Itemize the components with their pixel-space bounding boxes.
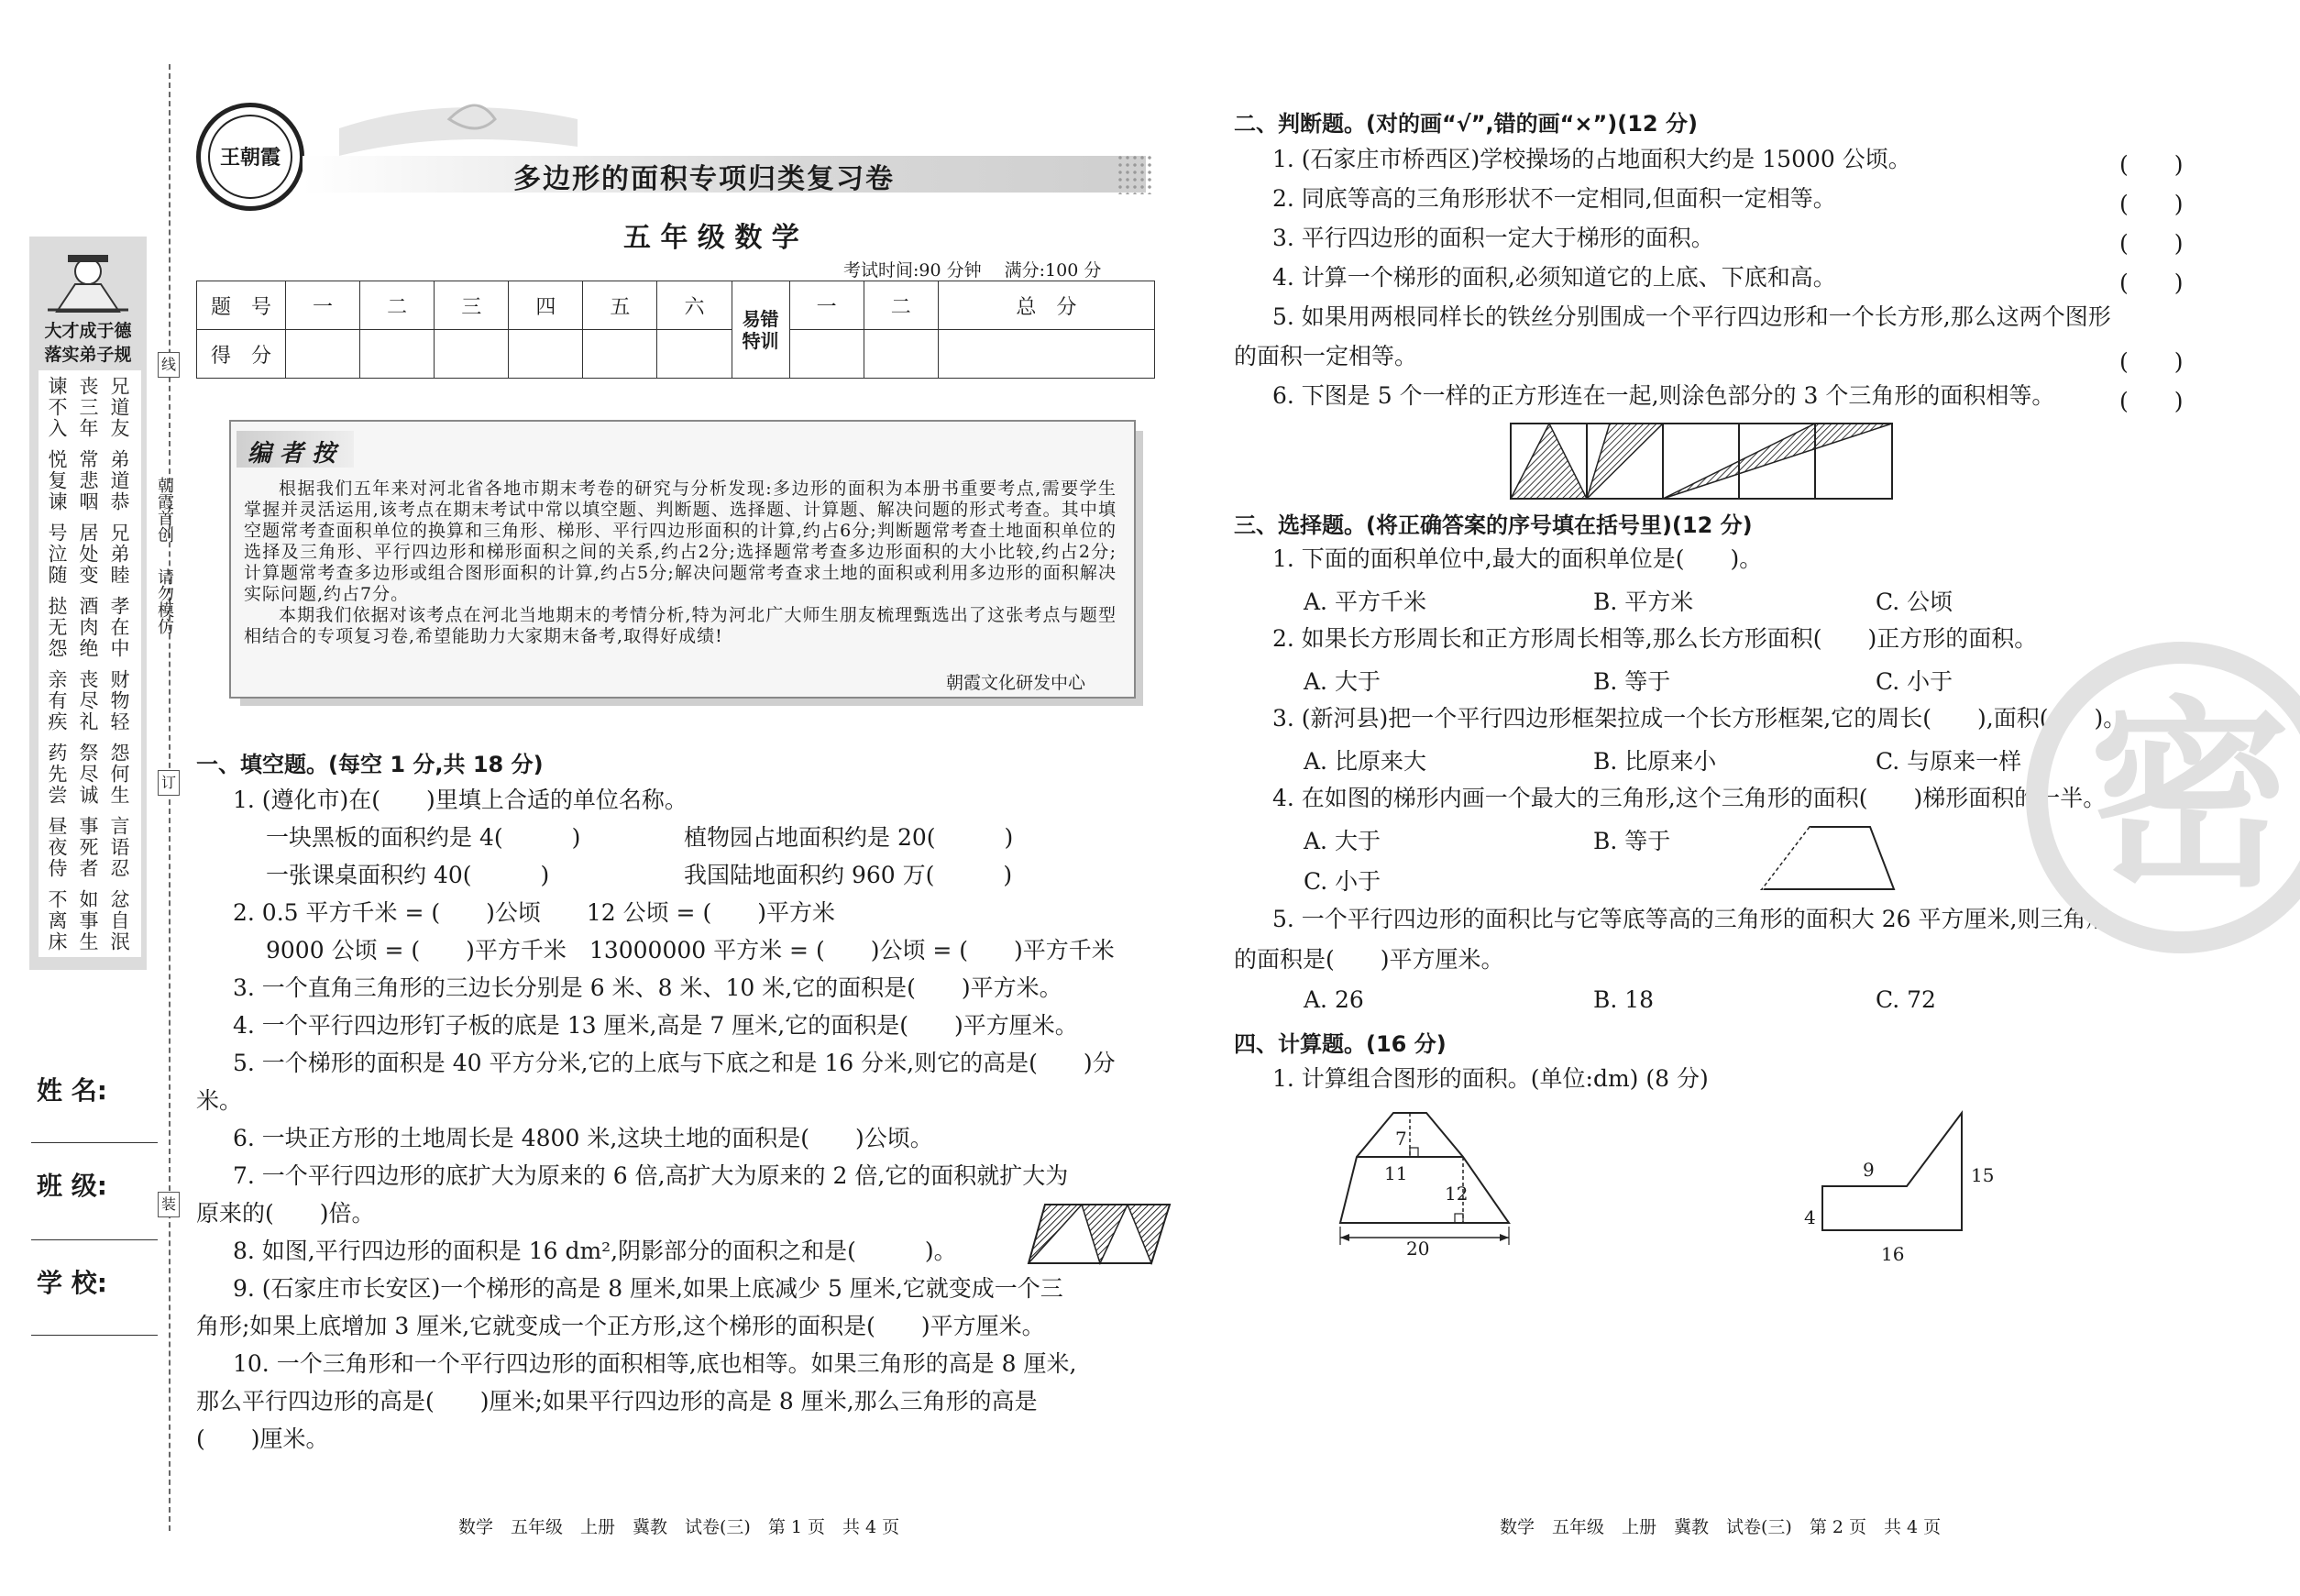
motto-col: 弟道恭 — [108, 449, 130, 512]
score-cell: 三 — [435, 281, 509, 330]
motto-col: 药先尝 — [46, 743, 68, 806]
choice-3-option-c[interactable]: C. 与原来一样 — [1876, 748, 2022, 775]
motto-col: 挞无怨 — [46, 596, 68, 659]
choice-2-option-a[interactable]: A. 大于 — [1304, 668, 1381, 695]
composite-figure-1 — [1329, 1106, 1531, 1261]
score-cell: 六 — [657, 281, 732, 330]
figure2-label-9: 9 — [1863, 1159, 1875, 1181]
footer-right: 数学 五年级 上册 冀教 试卷(三) 第 2 页 共 4 页 — [1500, 1517, 1942, 1537]
score-table — [196, 281, 1155, 379]
question-1: 1. (遵化市)在( )里填上合适的单位名称。 — [233, 787, 688, 813]
figure1-label-11: 11 — [1384, 1162, 1408, 1184]
side-motto-panel — [29, 237, 147, 970]
section2-heading: 二、判断题。(对的画“√”,错的画“×”)(12 分) — [1234, 111, 1698, 137]
choice-5-option-a[interactable]: A. 26 — [1304, 986, 1364, 1013]
question-10a: 10. 一个三角形和一个平行四边形的面积相等,底也相等。如果三角形的高是 8 厘米, — [233, 1350, 1077, 1377]
score-input[interactable] — [789, 330, 864, 379]
judge-2-answer[interactable]: ( ) — [2119, 191, 2184, 217]
score-cell: 二 — [360, 281, 435, 330]
motto-col: 忿自泯 — [108, 889, 130, 952]
class-field[interactable] — [31, 1239, 158, 1240]
choice-1: 1. 下面的面积单位中,最大的面积单位是( )。 — [1272, 545, 1763, 572]
figure2-label-16: 16 — [1881, 1243, 1905, 1265]
binding-dashed-line — [169, 64, 171, 1531]
question-1a: 一块黑板的面积约是 4( ) — [266, 824, 581, 851]
score-input[interactable] — [864, 330, 938, 379]
judge-5a: 5. 如果用两根同样长的铁丝分别围成一个平行四边形和一个长方形,那么这两个图形 — [1272, 303, 2111, 330]
motto-col: 不离床 — [46, 889, 68, 952]
motto-col: 事死者 — [77, 816, 99, 879]
judge-3: 3. 平行四边形的面积一定大于梯形的面积。 — [1272, 225, 1714, 251]
section4-heading: 四、计算题。(16 分) — [1234, 1031, 1447, 1057]
motto-col: 酒肉绝 — [77, 596, 99, 659]
seal-label-line: 线 — [158, 352, 180, 378]
judge-4-answer[interactable]: ( ) — [2119, 270, 2184, 296]
score-input[interactable] — [286, 330, 360, 379]
choice-2: 2. 如果长方形周长和正方形周长相等,那么长方形面积( )正方形的面积。 — [1272, 625, 2038, 652]
judge-4: 4. 计算一个梯形的面积,必须知道它的上底、下底和高。 — [1272, 264, 1836, 291]
question-9b: 角形;如果上底增加 3 厘米,它就变成一个正方形,这个梯形的面积是( )平方厘米。 — [196, 1313, 1045, 1339]
score-cell: 二 — [864, 281, 938, 330]
motto-col: 孝在中 — [108, 596, 130, 659]
score-header-row — [197, 281, 1155, 330]
motto-line-2: 落实弟子规 — [44, 345, 132, 365]
motto-col: 丧尽礼 — [77, 669, 99, 732]
judge-1-answer[interactable]: ( ) — [2119, 151, 2184, 178]
score-input[interactable] — [583, 330, 657, 379]
choice-3: 3. (新河县)把一个平行四边形框架拉成一个长方形框架,它的周长( ),面积( )。 — [1272, 705, 2127, 732]
school-label: 学 校: — [37, 1268, 107, 1298]
figure1-label-7: 7 — [1395, 1128, 1407, 1150]
motto-col: 号泣随 — [46, 523, 68, 586]
name-field[interactable] — [31, 1142, 158, 1143]
motto-col: 亲有疾 — [46, 669, 68, 732]
seal-label-zhuang: 装 — [158, 1192, 180, 1217]
score-cell: 五 — [583, 281, 657, 330]
score-input[interactable] — [657, 330, 732, 379]
judge-5-answer[interactable]: ( ) — [2119, 348, 2184, 375]
score-input[interactable] — [509, 330, 583, 379]
question-4: 4. 一个平行四边形钉子板的底是 13 厘米,高是 7 厘米,它的面积是( )平方厘米。 — [233, 1012, 1078, 1039]
choice-4-option-b[interactable]: B. 等于 — [1593, 828, 1671, 854]
score-input[interactable] — [435, 330, 509, 379]
choice-1-option-c[interactable]: C. 公顷 — [1876, 589, 1953, 615]
score-cell: 四 — [509, 281, 583, 330]
parallelogram-figure — [1027, 1203, 1173, 1267]
motto-line-1: 大才成于德 — [44, 321, 132, 341]
motto-col: 言语忍 — [108, 816, 130, 879]
motto-col: 常悲咽 — [77, 449, 99, 512]
motto-col: 财物轻 — [108, 669, 130, 732]
judge-6-answer[interactable]: ( ) — [2119, 388, 2184, 414]
editor-title: 编 者 按 — [248, 440, 336, 468]
footer-left: 数学 五年级 上册 冀教 试卷(三) 第 1 页 共 4 页 — [458, 1517, 900, 1537]
question-6: 6. 一块正方形的土地周长是 4800 米,这块土地的面积是( )公顷。 — [233, 1125, 933, 1151]
score-value-row — [197, 330, 1155, 379]
question-7b: 原来的( )倍。 — [196, 1200, 375, 1227]
five-squares-figure — [1509, 422, 1896, 501]
question-5a: 5. 一个梯形的面积是 40 平方分米,它的上底与下底之和是 16 分米,则它的高是( )分 — [233, 1050, 1116, 1076]
motto-col: 昼夜侍 — [46, 816, 68, 879]
score-cell: 总 分 — [938, 281, 1154, 330]
question-10b: 那么平行四边形的高是( )厘米;如果平行四边形的高是 8 厘米,那么三角形的高是 — [196, 1388, 1038, 1414]
judge-3-answer[interactable]: ( ) — [2119, 230, 2184, 257]
motto-col: 如事生 — [77, 889, 99, 952]
calc-1: 1. 计算组合图形的面积。(单位:dm) (8 分) — [1272, 1065, 1709, 1092]
page-subtitle: 五 年 级 数 学 — [623, 222, 799, 254]
figure2-label-4: 4 — [1804, 1206, 1816, 1228]
score-cell: 题 号 — [197, 281, 286, 330]
choice-2-option-b[interactable]: B. 等于 — [1593, 668, 1671, 695]
motto-col: 悦复谏 — [46, 449, 68, 512]
judge-6: 6. 下图是 5 个一样的正方形连在一起,则涂色部分的 3 个三角形的面积相等。 — [1272, 382, 2055, 409]
score-cell: 一 — [789, 281, 864, 330]
choice-5-option-b[interactable]: B. 18 — [1593, 986, 1655, 1013]
question-8: 8. 如图,平行四边形的面积是 16 dm²,阴影部分的面积之和是( )。 — [233, 1238, 957, 1264]
choice-5a: 5. 一个平行四边形的面积比与它等底等高的三角形的面积大 26 平方厘米,则三角形 — [1272, 906, 2109, 932]
trapezoid-figure — [1756, 823, 1899, 893]
choice-1-option-a[interactable]: A. 平方千米 — [1304, 589, 1426, 615]
question-2a: 2. 0.5 平方千米 = ( )公顷 12 公顷 = ( )平方米 — [233, 899, 835, 926]
score-cell: 得 分 — [197, 330, 286, 379]
score-input[interactable] — [938, 330, 1154, 379]
question-2b: 9000 公顷 = ( )平方千米 13000000 平方米 = ( )公顷 = ( )平方千米 — [266, 937, 1115, 963]
choice-5b: 的面积是( )平方厘米。 — [1234, 946, 1504, 973]
class-label: 班 级: — [37, 1171, 107, 1201]
name-label: 姓 名: — [37, 1075, 107, 1106]
choice-2-option-c[interactable]: C. 小于 — [1876, 668, 1953, 695]
figure1-label-12: 12 — [1445, 1183, 1469, 1205]
score-cell: 一 — [286, 281, 360, 330]
page-title: 多边形的面积专项归类复习卷 — [513, 163, 895, 195]
score-cell-yicuo: 易错特训 — [732, 281, 789, 379]
motto-col: 丧三年 — [77, 376, 99, 439]
school-field[interactable] — [31, 1335, 158, 1336]
question-1c: 一张课桌面积约 40( ) — [266, 862, 550, 888]
section3-heading: 三、选择题。(将正确答案的序号填在括号里)(12 分) — [1234, 512, 1753, 538]
motto-col: 祭尽诚 — [77, 743, 99, 806]
editor-paragraph-1: 根据我们五年来对河北省各地市期末考卷的研究与分析发现:多边形的面积为本册书重要考点,需要学生掌握并灵活运用,该考点在期末考试中常以填空题、判断题、选择题、计算题、解决问题的形式考查。其中填空题常考查面积单位的换算和三角形、梯形、平行四边形面积的计算,约占6分;判断题常考查土地面积单位的选择及三角形、平行四边形和梯形面积之间的关系,约占2分;选择题常考查多边形面积的大小比较,约占2分;计算题常考查多边形或组合图形面积的计算,约占5分;解决问题常考查求土地的面积或利用多边形的面积解决实际问题,约占7分。 — [244, 479, 1117, 604]
title-bar-dots — [1117, 154, 1153, 194]
figure2-label-15: 15 — [1971, 1164, 1995, 1186]
choice-4: 4. 在如图的梯形内画一个最大的三角形,这个三角形的面积( )梯形面积的一半。 — [1272, 785, 2107, 811]
binding-note-2: 请勿模仿 — [155, 568, 174, 634]
choice-5-option-c[interactable]: C. 72 — [1876, 986, 1936, 1013]
choice-3-option-a[interactable]: A. 比原来大 — [1304, 748, 1426, 775]
question-1d: 我国陆地面积约 960 万( ) — [684, 862, 1013, 888]
choice-3-option-b[interactable]: B. 比原来小 — [1593, 748, 1717, 775]
figure1-label-20: 20 — [1406, 1238, 1430, 1260]
choice-1-option-b[interactable]: B. 平方米 — [1593, 589, 1694, 615]
motto-col: 居处变 — [77, 523, 99, 586]
judge-5b: 的面积一定相等。 — [1234, 343, 1418, 369]
question-3: 3. 一个直角三角形的三边长分别是 6 米、8 米、10 米,它的面积是( )平方米。 — [233, 974, 1062, 1001]
choice-4-option-c[interactable]: C. 小于 — [1304, 868, 1381, 895]
question-1b: 植物园占地面积约是 20( ) — [684, 824, 1014, 851]
score-input[interactable] — [360, 330, 435, 379]
question-9a: 9. (石家庄市长安区)一个梯形的高是 8 厘米,如果上底减少 5 厘米,它就变成一个三 — [233, 1275, 1063, 1302]
editor-paragraph-2: 本期我们依据对该考点在河北当地期末的考情分析,特为河北广大师生朋友梳理甄选出了这张考点与题型相结合的专项复习卷,希望能助力大家期末备考,取得好成绩! — [244, 605, 1117, 646]
exam-info: 考试时间:90 分钟 满分:100 分 — [843, 260, 1102, 281]
editor-signature: 朝霞文化研发中心 — [946, 673, 1086, 693]
stamp-character: 密 — [2088, 679, 2291, 914]
choice-4-option-a[interactable]: A. 大于 — [1304, 828, 1381, 854]
editor-text — [244, 479, 1117, 647]
motto-col: 怨何生 — [108, 743, 130, 806]
seal-label-ding: 订 — [158, 770, 180, 796]
judge-2: 2. 同底等高的三角形形状不一定相同,但面积一定相等。 — [1272, 185, 1836, 212]
question-10c: ( )厘米。 — [196, 1425, 329, 1452]
composite-figure-2 — [1815, 1106, 1980, 1243]
logo-text: 王朝霞 — [219, 146, 281, 170]
motto-col: 谏不入 — [46, 376, 68, 439]
judge-1: 1. (石家庄市桥西区)学校操场的占地面积大约是 15000 公顷。 — [1272, 146, 1911, 172]
motto-col: 兄弟睦 — [108, 523, 130, 586]
publisher-logo — [196, 103, 304, 211]
scholar-icon — [48, 249, 128, 314]
question-5b: 米。 — [196, 1087, 243, 1114]
section1-heading: 一、填空题。(每空 1 分,共 18 分) — [196, 752, 544, 777]
binding-note: 朝霞首创 — [155, 477, 174, 543]
question-7a: 7. 一个平行四边形的底扩大为原来的 6 倍,高扩大为原来的 2 倍,它的面积就扩大为 — [233, 1162, 1069, 1189]
motto-col: 兄道友 — [108, 376, 130, 439]
